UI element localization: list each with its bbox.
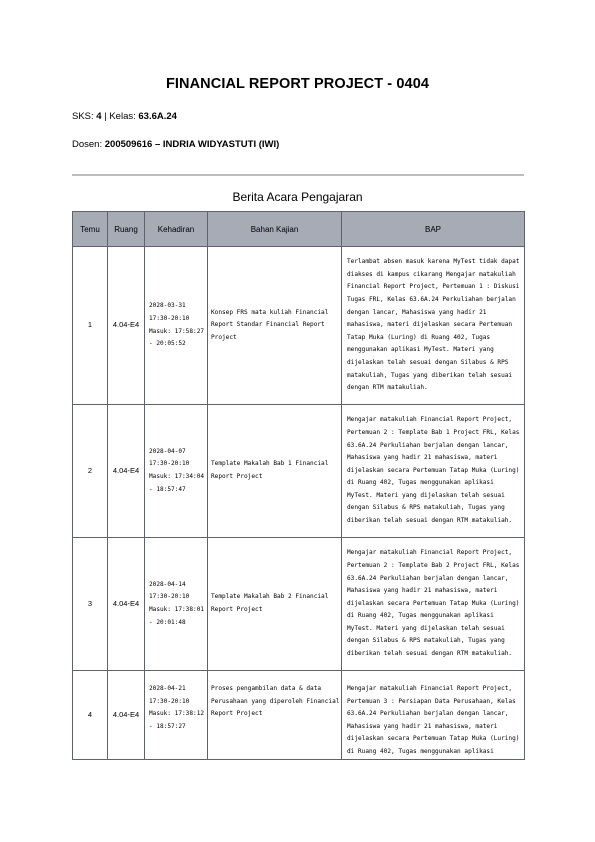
cell-ruang: 4.04-E4	[108, 247, 145, 405]
kelas-value: 63.6A.24	[138, 111, 177, 122]
cell-bap-text: Mengajar matakuliah Financial Report Project, Pertemuan 3 : Persiapan Data Perusahaan, Kelas 63.6A.24 Perkuliahan berjalan dengan lancar, Mahasiswa yang hadir 21 mahasiswa, materi dijelaskan secara Pertemuan Tatap Muka (Luring) di Ruang 402, Tugas menggunakan aplikasi	[347, 685, 520, 755]
cell-kehadiran: 2028-04-07 17:30-20:10 Masuk: 17:34:04 - 18:57:47	[145, 405, 208, 538]
cell-bap: Terlambat absen masuk karena MyTest tidak dapat diakses di kampus cikarang Mengajar matakuliah Financial Report Project, Pertemuan 1 : Diskusi Tugas FRL, Kelas 63.6A.24 Perkuliahan berjalan dengan lancar, Mahasiswa yang hadir 21 mahasiswa, materi dijelaskan secara Pertemuan Tatap Muka (Luring) di Ruang 402, Tugas menggunakan aplikasi MyTest. Materi yang dijelaskan telah sesuai dengan Silabus & RPS matakuliah, Tugas yang diberikan telah sesuai dengan RTM matakuliah.	[342, 247, 525, 405]
table-row	[73, 671, 525, 760]
cell-bahan-kajian: Template Makalah Bab 1 Financial Report Project	[208, 405, 342, 538]
divider	[72, 174, 524, 176]
cell-ruang: 4.04-E4	[108, 538, 145, 671]
cell-kehadiran	[145, 671, 208, 760]
sks-label: SKS:	[72, 111, 97, 122]
cell-bap: Mengajar matakuliah Financial Report Project, Pertemuan 2 : Template Bab 2 Project FRL, Kelas 63.6A.24 Perkuliahan berjalan dengan lancar, Mahasiswa yang hadir 21 mahasiswa, materi dijelaskan secara Pertemuan Tatap Muka (Luring) di Ruang 402, Tugas menggunakan aplikasi MyTest. Materi yang dijelaskan telah sesuai dengan Silabus & RPS matakuliah, Tugas yang diberikan telah sesuai dengan RTM matakuliah.	[342, 538, 525, 671]
section-title: Berita Acara Pengajaran	[232, 190, 363, 204]
dosen-value: 200509616 – INDRIA WIDYASTUTI (IWI)	[104, 139, 280, 150]
dosen-line	[72, 139, 279, 150]
cell-ruang: 4.04-E4	[108, 671, 145, 760]
cell-ruang: 4.04-E4	[108, 405, 145, 538]
cell-bap: Mengajar matakuliah Financial Report Project, Pertemuan 2 : Template Bab 1 Project FRL, Kelas 63.6A.24 Perkuliahan berjalan dengan lancar, Mahasiswa yang hadir 21 mahasiswa, materi dijelaskan secara Pertemuan Tatap Muka (Luring) di Ruang 402, Tugas menggunakan aplikasi MyTest. Materi yang dijelaskan telah sesuai dengan Silabus & RPS matakuliah, Tugas yang diberikan telah sesuai dengan RTM matakuliah.	[342, 405, 525, 538]
header-kehadiran: Kehadiran	[145, 212, 208, 247]
sks-value: 4	[96, 111, 102, 122]
cell-kehadiran-text: 2028-04-21 17:30-20:10 Masuk: 17:38:12 - 18:57:27	[149, 685, 205, 730]
cell-temu: 2	[73, 405, 108, 538]
cell-bap	[342, 671, 525, 760]
cell-kehadiran: 2028-04-14 17:30-20:10 Masuk: 17:38:01 - 20:01:48	[145, 538, 208, 671]
cell-temu: 4	[73, 671, 108, 760]
sks-kelas-line	[72, 111, 177, 122]
kelas-label: | Kelas:	[101, 111, 139, 122]
document-title: FINANCIAL REPORT PROJECT - 0404	[165, 76, 430, 92]
header-ruang: Ruang	[108, 212, 145, 247]
cell-temu: 1	[73, 247, 108, 405]
dosen-label: Dosen:	[72, 139, 105, 150]
cell-bahan-kajian	[208, 671, 342, 760]
cell-bahan-kajian: Template Makalah Bab 2 Financial Report Project	[208, 538, 342, 671]
cell-bahan-kajian: Konsep FRS mata kuliah Financial Report Standar Financial Report Project	[208, 247, 342, 405]
table-row	[73, 247, 525, 405]
table-header-row	[73, 212, 525, 247]
bap-table	[72, 211, 525, 760]
table-row	[73, 405, 525, 538]
cell-bahan-kajian-text: Proses pengambilan data & data Perusahaan yang diperoleh Financial Report Project	[211, 685, 340, 718]
header-bahan-kajian: Bahan Kajian	[208, 212, 342, 247]
cell-temu: 3	[73, 538, 108, 671]
cell-kehadiran: 2028-03-31 17:30-20:10 Masuk: 17:58:27 - 20:05:52	[145, 247, 208, 405]
header-bap: BAP	[342, 212, 525, 247]
header-temu: Temu	[73, 212, 108, 247]
table-row	[73, 538, 525, 671]
